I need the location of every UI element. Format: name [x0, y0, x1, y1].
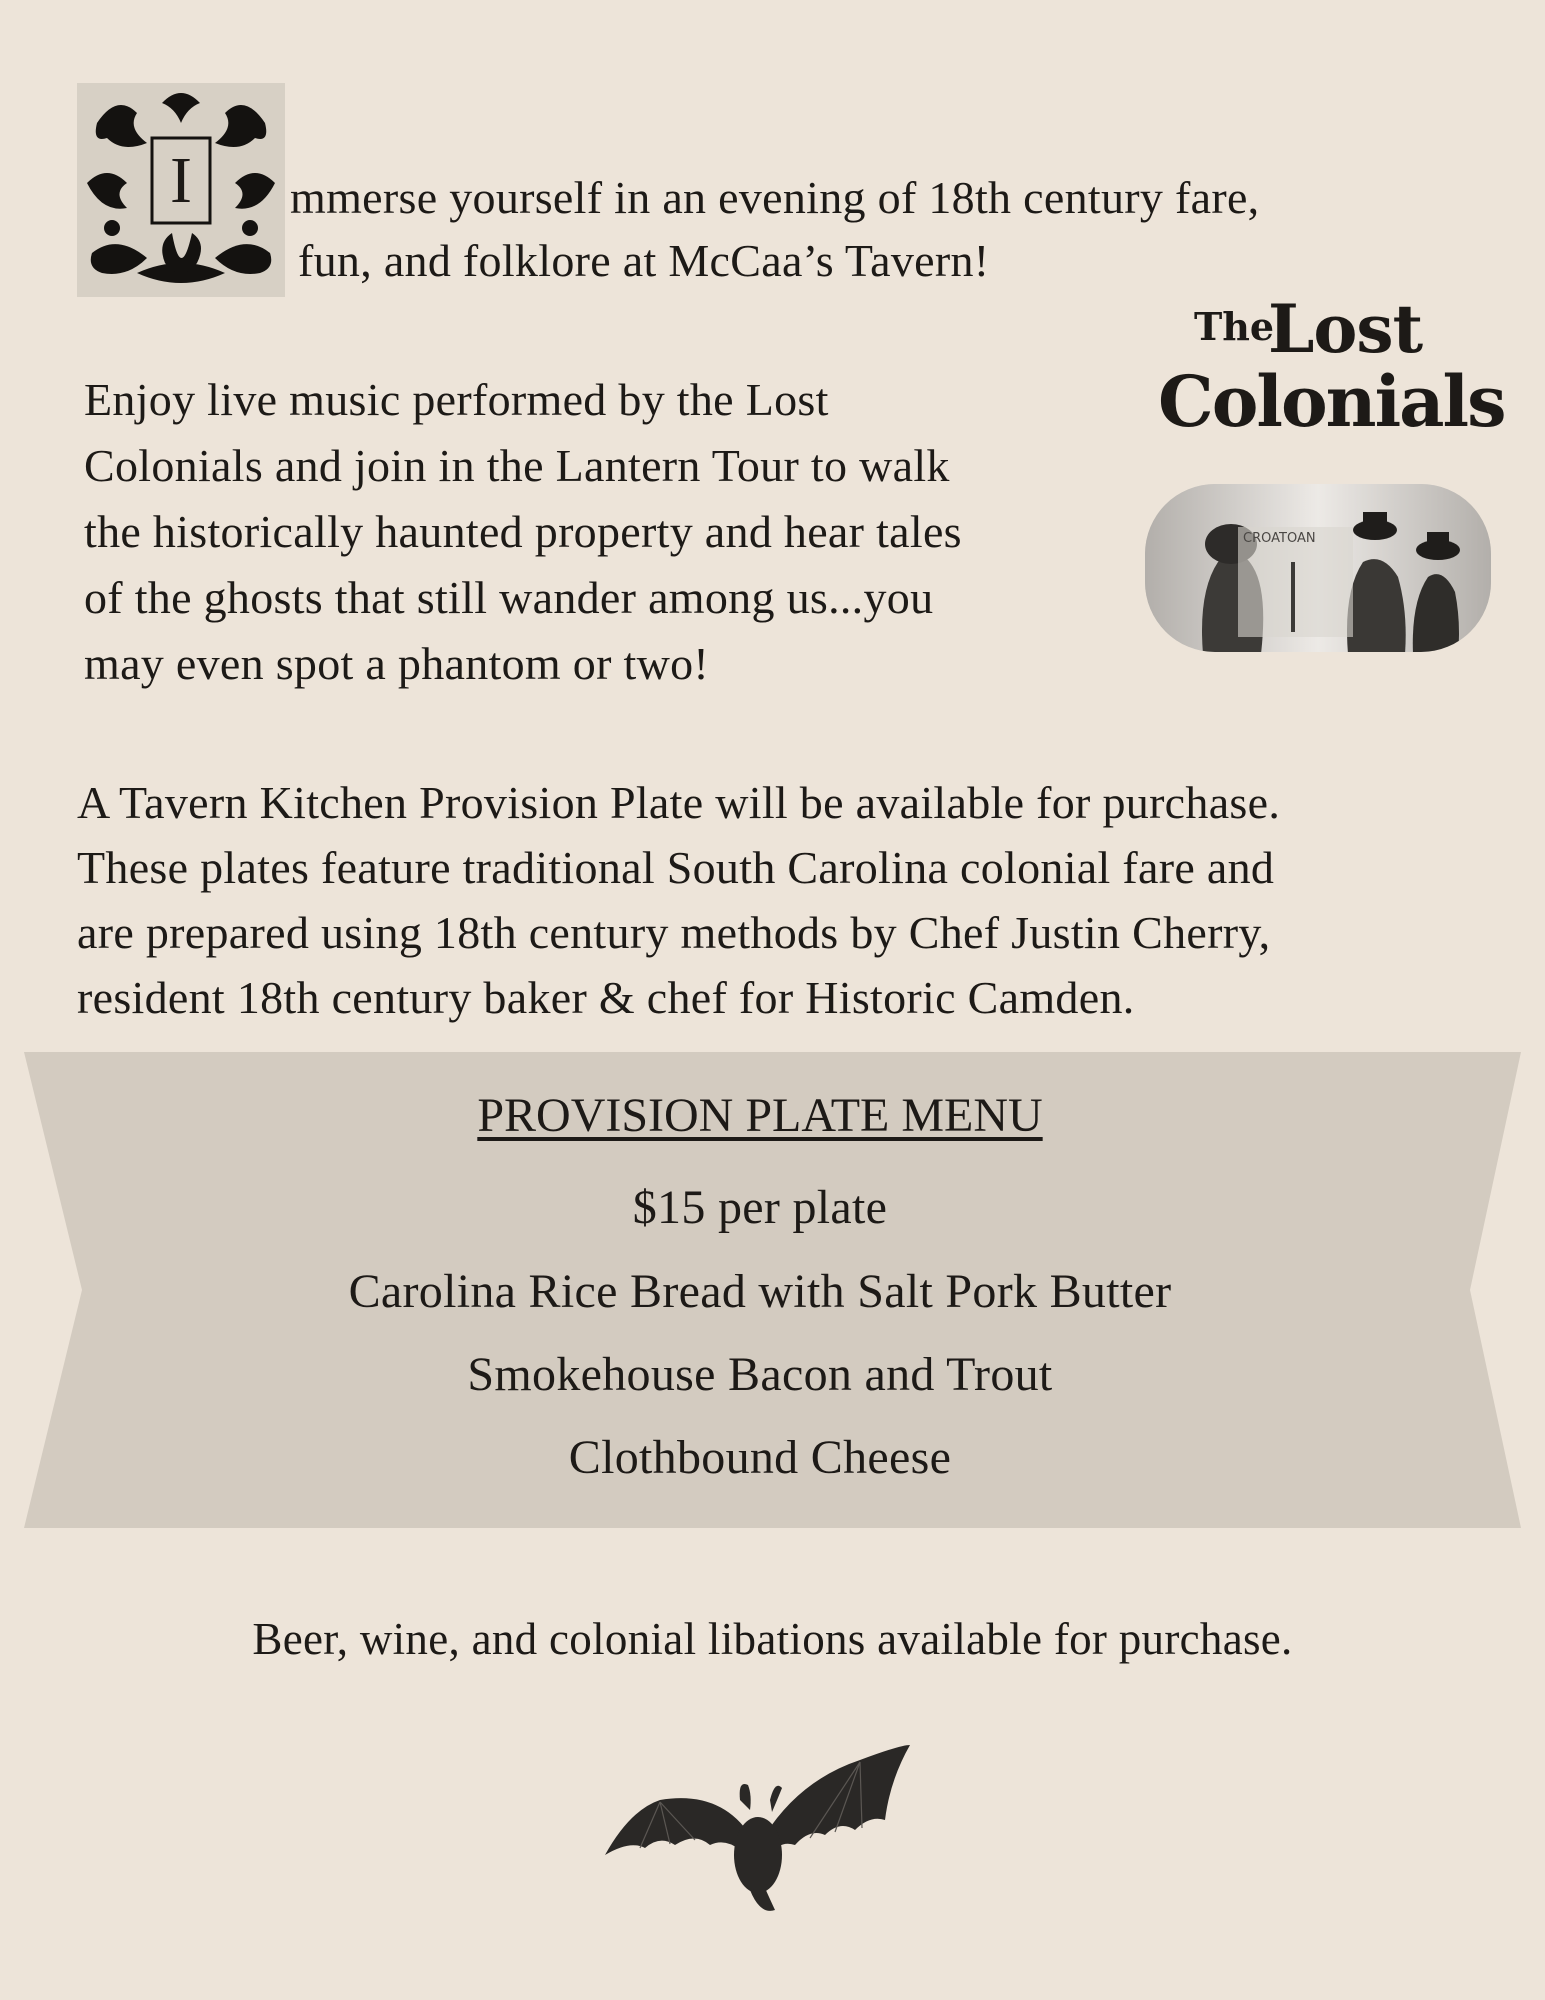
- footer-note: Beer, wine, and colonial libations available for purchase.: [252, 1614, 1293, 1664]
- food-line: These plates feature traditional South Carolina colonial fare and: [77, 842, 1275, 893]
- bat-illustration: [600, 1740, 920, 1920]
- menu-item: Clothbound Cheese: [568, 1431, 952, 1484]
- colonists-engraving: [1143, 482, 1493, 654]
- intro-text: [290, 166, 1390, 292]
- menu-item: Smokehouse Bacon and Trout: [467, 1348, 1053, 1401]
- music-paragraph: [84, 367, 1124, 697]
- music-line: Enjoy live music performed by the Lost: [84, 374, 829, 425]
- logo-colonials: Colonials: [1158, 360, 1505, 443]
- music-line: may even spot a phantom or two!: [84, 638, 710, 689]
- music-line: the historically haunted property and hear tales: [84, 506, 962, 557]
- food-line: are prepared using 18th century methods by Chef Justin Cherry,: [77, 907, 1271, 958]
- music-line: of the ghosts that still wander among us...you: [84, 572, 934, 623]
- menu-title: [0, 1088, 1520, 1143]
- drop-cap-letter: I: [170, 144, 192, 217]
- intro-line-1: mmerse yourself in an evening of 18th century fare,: [290, 172, 1260, 223]
- drop-cap-ornament: [77, 83, 285, 297]
- bat-icon: [600, 1740, 920, 1920]
- food-line: resident 18th century baker & chef for Historic Camden.: [77, 972, 1135, 1023]
- menu-item: Carolina Rice Bread with Salt Pork Butter: [348, 1265, 1172, 1318]
- food-paragraph: [77, 770, 1517, 1030]
- logo-the: The: [1194, 304, 1275, 349]
- band-logo: [1155, 282, 1505, 452]
- sign-text: CROATOAN: [1243, 531, 1316, 546]
- menu-price: $15 per plate: [632, 1181, 888, 1234]
- menu-title-text: PROVISION PLATE MENU: [477, 1089, 1043, 1142]
- logo-lost: Lost: [1268, 290, 1423, 368]
- intro-line-2: fun, and folklore at McCaa’s Tavern!: [298, 235, 990, 286]
- food-line: A Tavern Kitchen Provision Plate will be available for purchase.: [77, 777, 1281, 828]
- music-line: Colonials and join in the Lantern Tour to walk: [84, 440, 950, 491]
